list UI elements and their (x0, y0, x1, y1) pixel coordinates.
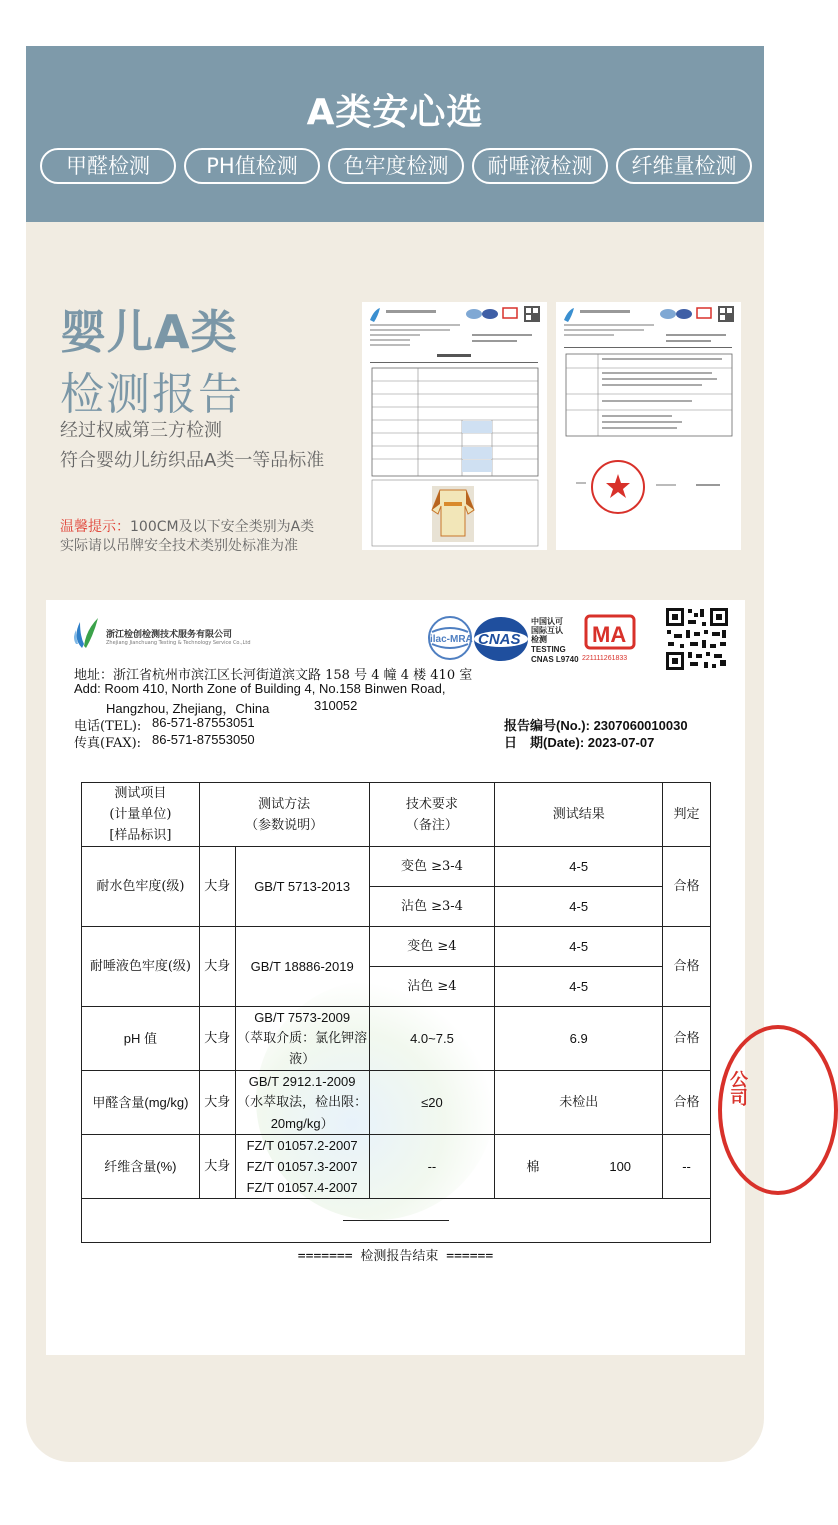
row4-res: 未检出 (495, 1071, 663, 1135)
row1-part: 大身 (199, 847, 235, 927)
row3-method-line-1: GB/T 7573-2009 (254, 1010, 351, 1025)
row3-item: pH 值 (82, 1007, 200, 1071)
row3-method (235, 1007, 369, 1071)
stamp-text: 公司 (727, 1070, 748, 1106)
warning-line-1 (60, 516, 314, 536)
row2-judge: 合格 (663, 927, 711, 1007)
row5-method-line-1: FZ/T 01057.2-2007 (246, 1138, 358, 1153)
row4-judge: 合格 (663, 1071, 711, 1135)
table-row (82, 847, 711, 887)
header-req-line-2: （备注） (405, 817, 458, 833)
report-thumbnail-1 (362, 302, 547, 550)
fax-label: 传真(FAX): (74, 736, 142, 751)
row1-item: 耐水色牢度(级) (82, 847, 200, 927)
row1-req-b: 沾色 ≥3-4 (369, 887, 495, 927)
report-page-2-image (556, 302, 741, 550)
qr-code-icon (664, 606, 730, 672)
row5-res-pct: 100 (609, 1158, 632, 1174)
test-report (46, 600, 748, 1355)
row3-res: 6.9 (495, 1007, 663, 1071)
header-item-line-1: 测试项目 (114, 786, 167, 801)
row5-res (495, 1135, 663, 1199)
header-title: A类安心选 (306, 92, 484, 133)
row2-item: 耐唾液色牢度(级) (82, 927, 200, 1007)
table-row (82, 927, 711, 967)
row5-judge: -- (663, 1135, 711, 1199)
row2-part: 大身 (199, 927, 235, 1007)
row5-method-line-3: FZ/T 01057.4-2007 (246, 1180, 358, 1195)
cnas-testing: TESTING (531, 645, 566, 654)
header-req (369, 783, 495, 847)
row1-req-a: 变色 ≥3-4 (369, 847, 495, 887)
header-method-line-2: （参数说明） (245, 817, 324, 833)
feature-pills (40, 148, 750, 184)
row4-method (235, 1071, 369, 1135)
row4-method-line-2: （水萃取法，检出限： (237, 1095, 368, 1110)
header-method-line-1: 测试方法 (258, 796, 311, 812)
row2-req-b: 沾色 ≥4 (369, 967, 495, 1007)
address-cn: 地址：浙江省杭州市滨江区长河街道滨文路 158 号 4 幢 4 楼 410 室 (74, 668, 473, 683)
intro-desc-2: 符合婴幼儿纺织品A类一等品标准 (60, 450, 325, 471)
warning-label: 温馨提示： (60, 519, 130, 535)
header-req-line-1: 技术要求 (405, 796, 458, 812)
report-end-text: ======= 检测报告结束 ====== (297, 1249, 494, 1264)
cnas-cn-line-3: 检测 (531, 635, 547, 644)
row4-part: 大身 (199, 1071, 235, 1135)
intro-title-1: 婴儿A类 (60, 305, 238, 359)
ma-number: 221111261833 (582, 655, 628, 662)
row4-item: 甲醛含量(mg/kg) (82, 1071, 200, 1135)
ma-text: MA (592, 622, 627, 647)
report-date: 2023-07-07 (587, 735, 655, 750)
header-item-line-2: (计量单位) (109, 807, 172, 822)
row3-method-line-3: 液） (289, 1052, 316, 1067)
header-result: 测试结果 (495, 783, 663, 847)
header-banner (26, 46, 764, 222)
table-row (82, 1135, 711, 1199)
table-header-row (82, 783, 711, 847)
company-name-en: Zhejiang Jianchuang Testing & Technology Service Co.,Ltd (106, 640, 251, 646)
tel-label: 电话(TEL): (74, 719, 142, 734)
address-en-line-1: Add: Room 410, North Zone of Building 4, No.158 Binwen Road, (74, 681, 446, 696)
company-name-cn: 浙江检创检测技术服务有限公司 (106, 630, 233, 640)
table-row (82, 1007, 711, 1071)
tel-number: 86-571-87553051 (152, 715, 255, 730)
red-stamp (718, 1025, 838, 1195)
row2-res-b: 4-5 (495, 967, 663, 1007)
row4-method-line-3: 20mg/kg） (270, 1116, 334, 1131)
row2-req-a: 变色 ≥4 (369, 927, 495, 967)
report-number: 2307060010030 (593, 718, 688, 733)
header-item (82, 783, 200, 847)
row2-method: GB/T 18886-2019 (235, 927, 369, 1007)
row5-method (235, 1135, 369, 1199)
report-date-label: 日 期(Date): (504, 735, 585, 750)
row5-res-fiber: 棉 (526, 1159, 540, 1175)
intro-title-2: 检测报告 (60, 369, 244, 420)
row4-req: ≤20 (369, 1071, 495, 1135)
row1-method: GB/T 5713-2013 (235, 847, 369, 927)
row1-res-b: 4-5 (495, 887, 663, 927)
row2-res-a: 4-5 (495, 927, 663, 967)
fax-number: 86-571-87553050 (152, 732, 255, 747)
row1-judge: 合格 (663, 847, 711, 927)
header-judge: 判定 (663, 783, 711, 847)
intro-desc-1: 经过权威第三方检测 (60, 420, 222, 441)
cnas-cn-line-2: 国际互认 (531, 626, 563, 635)
report-date-line (504, 732, 654, 751)
pill-saliva: 耐唾液检测 (472, 148, 608, 184)
pill-color-fastness: 色牢度检测 (328, 148, 464, 184)
main-card (26, 46, 764, 1462)
pill-formaldehyde: 甲醛检测 (40, 148, 176, 184)
cnas-text: CNAS (478, 631, 521, 648)
row5-method-line-2: FZ/T 01057.3-2007 (246, 1159, 358, 1174)
row3-method-line-2: （萃取介质：氯化钾溶 (237, 1031, 368, 1046)
table-blank-row (82, 1199, 711, 1243)
pill-fiber: 纤维量检测 (616, 148, 752, 184)
row5-item: 纤维含量(%) (82, 1135, 200, 1199)
warning-line-2: 实际请以吊牌安全技术类别处标准为准 (60, 538, 298, 554)
row3-req: 4.0~7.5 (369, 1007, 495, 1071)
pill-ph: PH值检测 (184, 148, 320, 184)
report-thumbnail-2 (556, 302, 741, 550)
header-item-line-3: [样品标识] (109, 828, 172, 843)
blank-divider (343, 1220, 449, 1221)
warning-text-1: 100CM及以下安全类别为A类 (130, 519, 315, 535)
row3-part: 大身 (199, 1007, 235, 1071)
report-number-label: 报告编号(No.): (504, 718, 590, 733)
row5-part: 大身 (199, 1135, 235, 1199)
report-page-1-image (362, 302, 547, 550)
cnas-cn-line-1: 中国认可 (531, 617, 563, 626)
row3-judge: 合格 (663, 1007, 711, 1071)
header-method (199, 783, 369, 847)
company-logo-icon (70, 616, 100, 650)
row1-res-a: 4-5 (495, 847, 663, 887)
address-en-line-2: Hangzhou, Zhejiang，China (106, 701, 270, 716)
results-table (81, 782, 711, 1243)
postcode: 310052 (314, 698, 358, 713)
cnas-number: CNAS L9740 (531, 655, 579, 664)
table-row (82, 1071, 711, 1135)
ilac-mra-text: ilac-MRA (430, 634, 473, 645)
row5-req: -- (369, 1135, 495, 1199)
row4-method-line-1: GB/T 2912.1-2009 (248, 1074, 356, 1089)
blank-cell (82, 1199, 711, 1243)
